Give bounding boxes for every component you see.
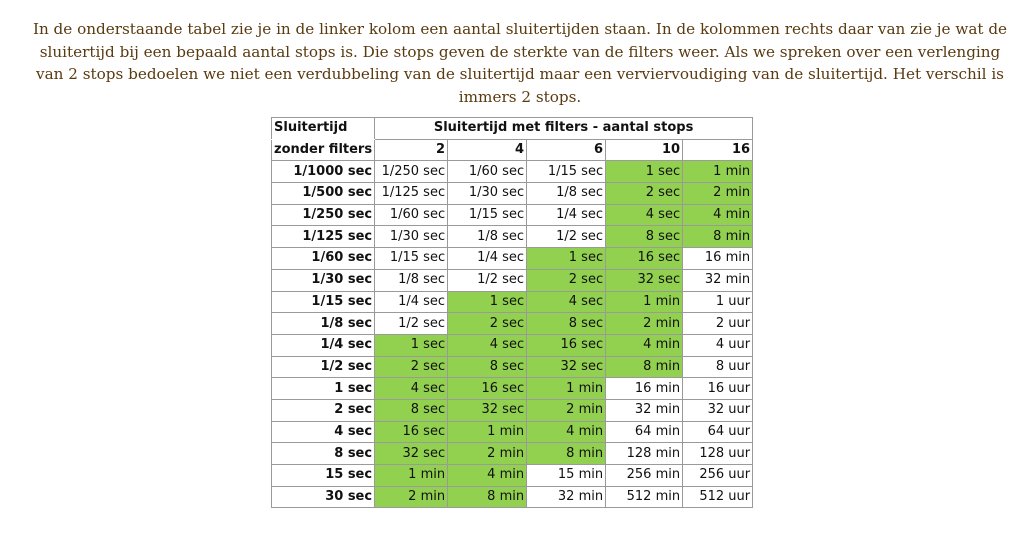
table-cell: 1 min <box>683 161 753 183</box>
table-cell: 8 sec <box>606 226 683 248</box>
table-cell: 16 sec <box>606 248 683 270</box>
table-cell: 16 uur <box>683 378 753 400</box>
table-cell: 1 sec <box>606 161 683 183</box>
table-cell: 1/125 sec <box>375 183 448 205</box>
table-cell: 32 min <box>606 399 683 421</box>
table-cell: 4 sec <box>527 291 606 313</box>
table-cell: 64 uur <box>683 421 753 443</box>
table-cell: 64 min <box>606 421 683 443</box>
table-cell: 1/30 sec <box>448 183 527 205</box>
table-cell: 15 min <box>527 465 606 487</box>
table-row <box>272 183 753 205</box>
table-cell: 4 sec <box>448 334 527 356</box>
table-cell: 1/2 sec <box>527 226 606 248</box>
row-label: 1/500 sec <box>272 183 375 205</box>
table-row <box>272 269 753 291</box>
table-cell: 1 sec <box>527 248 606 270</box>
table-cell: 1 sec <box>375 334 448 356</box>
table-cell: 8 min <box>606 356 683 378</box>
row-label: 1/1000 sec <box>272 161 375 183</box>
row-label: 1/125 sec <box>272 226 375 248</box>
header-label-line1: Sluitertijd <box>272 118 375 140</box>
row-label: 2 sec <box>272 399 375 421</box>
row-label: 4 sec <box>272 421 375 443</box>
row-label: 1/250 sec <box>272 204 375 226</box>
header-title: Sluitertijd met filters - aantal stops <box>375 118 753 140</box>
table-row <box>272 356 753 378</box>
table-cell: 8 min <box>683 226 753 248</box>
table-row <box>272 378 753 400</box>
row-label: 15 sec <box>272 465 375 487</box>
header-label-line2: zonder filters <box>272 139 375 161</box>
table-row <box>272 291 753 313</box>
table-cell: 8 uur <box>683 356 753 378</box>
table-header-row-1 <box>272 118 753 140</box>
table-cell: 32 sec <box>375 443 448 465</box>
table-cell: 16 sec <box>527 334 606 356</box>
table-cell: 1 min <box>527 378 606 400</box>
table-cell: 1 min <box>375 465 448 487</box>
table-cell: 32 min <box>683 269 753 291</box>
table-cell: 1/8 sec <box>527 183 606 205</box>
stop-header-16: 16 <box>683 139 753 161</box>
table-cell: 1/15 sec <box>448 204 527 226</box>
table-row <box>272 204 753 226</box>
table-cell: 16 sec <box>375 421 448 443</box>
row-label: 1/60 sec <box>272 248 375 270</box>
table-cell: 1/30 sec <box>375 226 448 248</box>
table-cell: 2 min <box>606 313 683 335</box>
table-row <box>272 334 753 356</box>
table-cell: 2 sec <box>448 313 527 335</box>
table-cell: 1 uur <box>683 291 753 313</box>
table-cell: 8 sec <box>375 399 448 421</box>
row-label: 1/4 sec <box>272 334 375 356</box>
table-cell: 32 sec <box>527 356 606 378</box>
table-cell: 4 min <box>683 204 753 226</box>
table-row <box>272 421 753 443</box>
table-cell: 2 sec <box>527 269 606 291</box>
shutter-speed-table <box>271 117 753 508</box>
table-cell: 128 min <box>606 443 683 465</box>
table-row <box>272 443 753 465</box>
table-cell: 512 min <box>606 486 683 508</box>
stop-header-10: 10 <box>606 139 683 161</box>
table-cell: 1/4 sec <box>448 248 527 270</box>
table-cell: 1 min <box>606 291 683 313</box>
table-cell: 32 min <box>527 486 606 508</box>
stop-header-6: 6 <box>527 139 606 161</box>
table-row <box>272 248 753 270</box>
stop-header-2: 2 <box>375 139 448 161</box>
table-cell: 512 uur <box>683 486 753 508</box>
table-row <box>272 486 753 508</box>
table-row <box>272 465 753 487</box>
table-cell: 1/8 sec <box>375 269 448 291</box>
table-cell: 1 min <box>448 421 527 443</box>
table-cell: 8 min <box>527 443 606 465</box>
table-cell: 1/250 sec <box>375 161 448 183</box>
stop-header-4: 4 <box>448 139 527 161</box>
table-cell: 1 sec <box>448 291 527 313</box>
table-cell: 1/15 sec <box>375 248 448 270</box>
table-cell: 8 min <box>448 486 527 508</box>
row-label: 1/8 sec <box>272 313 375 335</box>
table-cell: 2 sec <box>606 183 683 205</box>
table-cell: 4 min <box>527 421 606 443</box>
table-row <box>272 313 753 335</box>
table-cell: 256 uur <box>683 465 753 487</box>
table-header-row-2 <box>272 139 753 161</box>
row-label: 1/2 sec <box>272 356 375 378</box>
row-label: 1 sec <box>272 378 375 400</box>
table-cell: 32 uur <box>683 399 753 421</box>
table-row <box>272 399 753 421</box>
table-cell: 2 uur <box>683 313 753 335</box>
table-cell: 1/4 sec <box>527 204 606 226</box>
table-cell: 2 sec <box>375 356 448 378</box>
table-cell: 1/2 sec <box>375 313 448 335</box>
table-cell: 2 min <box>683 183 753 205</box>
table-cell: 1/2 sec <box>448 269 527 291</box>
row-label: 1/15 sec <box>272 291 375 313</box>
table-cell: 8 sec <box>448 356 527 378</box>
table-cell: 1/60 sec <box>375 204 448 226</box>
table-cell: 16 min <box>606 378 683 400</box>
table-body <box>272 118 753 508</box>
row-label: 8 sec <box>272 443 375 465</box>
table-cell: 2 min <box>375 486 448 508</box>
intro-paragraph: In de onderstaande tabel zie je in de linker kolom een aantal sluitertijden staan. In de kolommen rechts daar van zie je wat de sluitertijd bij een bepaald aantal stops is. Die stops geven de sterkte van de filters weer. Als we spreken over een verlenging van 2 stops bedoelen we niet een verdubbeling van de sluitertijd maar een verviervoudiging van de sluitertijd. Het verschil is immers 2 stops. <box>32 20 1008 106</box>
table-cell: 1/4 sec <box>375 291 448 313</box>
table-row <box>272 226 753 248</box>
table-row <box>272 161 753 183</box>
table-cell: 1/8 sec <box>448 226 527 248</box>
table-cell: 4 sec <box>606 204 683 226</box>
table-cell: 32 sec <box>448 399 527 421</box>
table-cell: 16 min <box>683 248 753 270</box>
table-cell: 16 sec <box>448 378 527 400</box>
shutter-table-container <box>271 117 753 508</box>
table-cell: 4 min <box>606 334 683 356</box>
table-cell: 32 sec <box>606 269 683 291</box>
table-cell: 256 min <box>606 465 683 487</box>
row-label: 30 sec <box>272 486 375 508</box>
table-cell: 1/60 sec <box>448 161 527 183</box>
table-cell: 1/15 sec <box>527 161 606 183</box>
table-cell: 8 sec <box>527 313 606 335</box>
table-cell: 4 uur <box>683 334 753 356</box>
table-cell: 2 min <box>448 443 527 465</box>
table-cell: 4 min <box>448 465 527 487</box>
table-cell: 4 sec <box>375 378 448 400</box>
table-cell: 2 min <box>527 399 606 421</box>
table-cell: 128 uur <box>683 443 753 465</box>
row-label: 1/30 sec <box>272 269 375 291</box>
